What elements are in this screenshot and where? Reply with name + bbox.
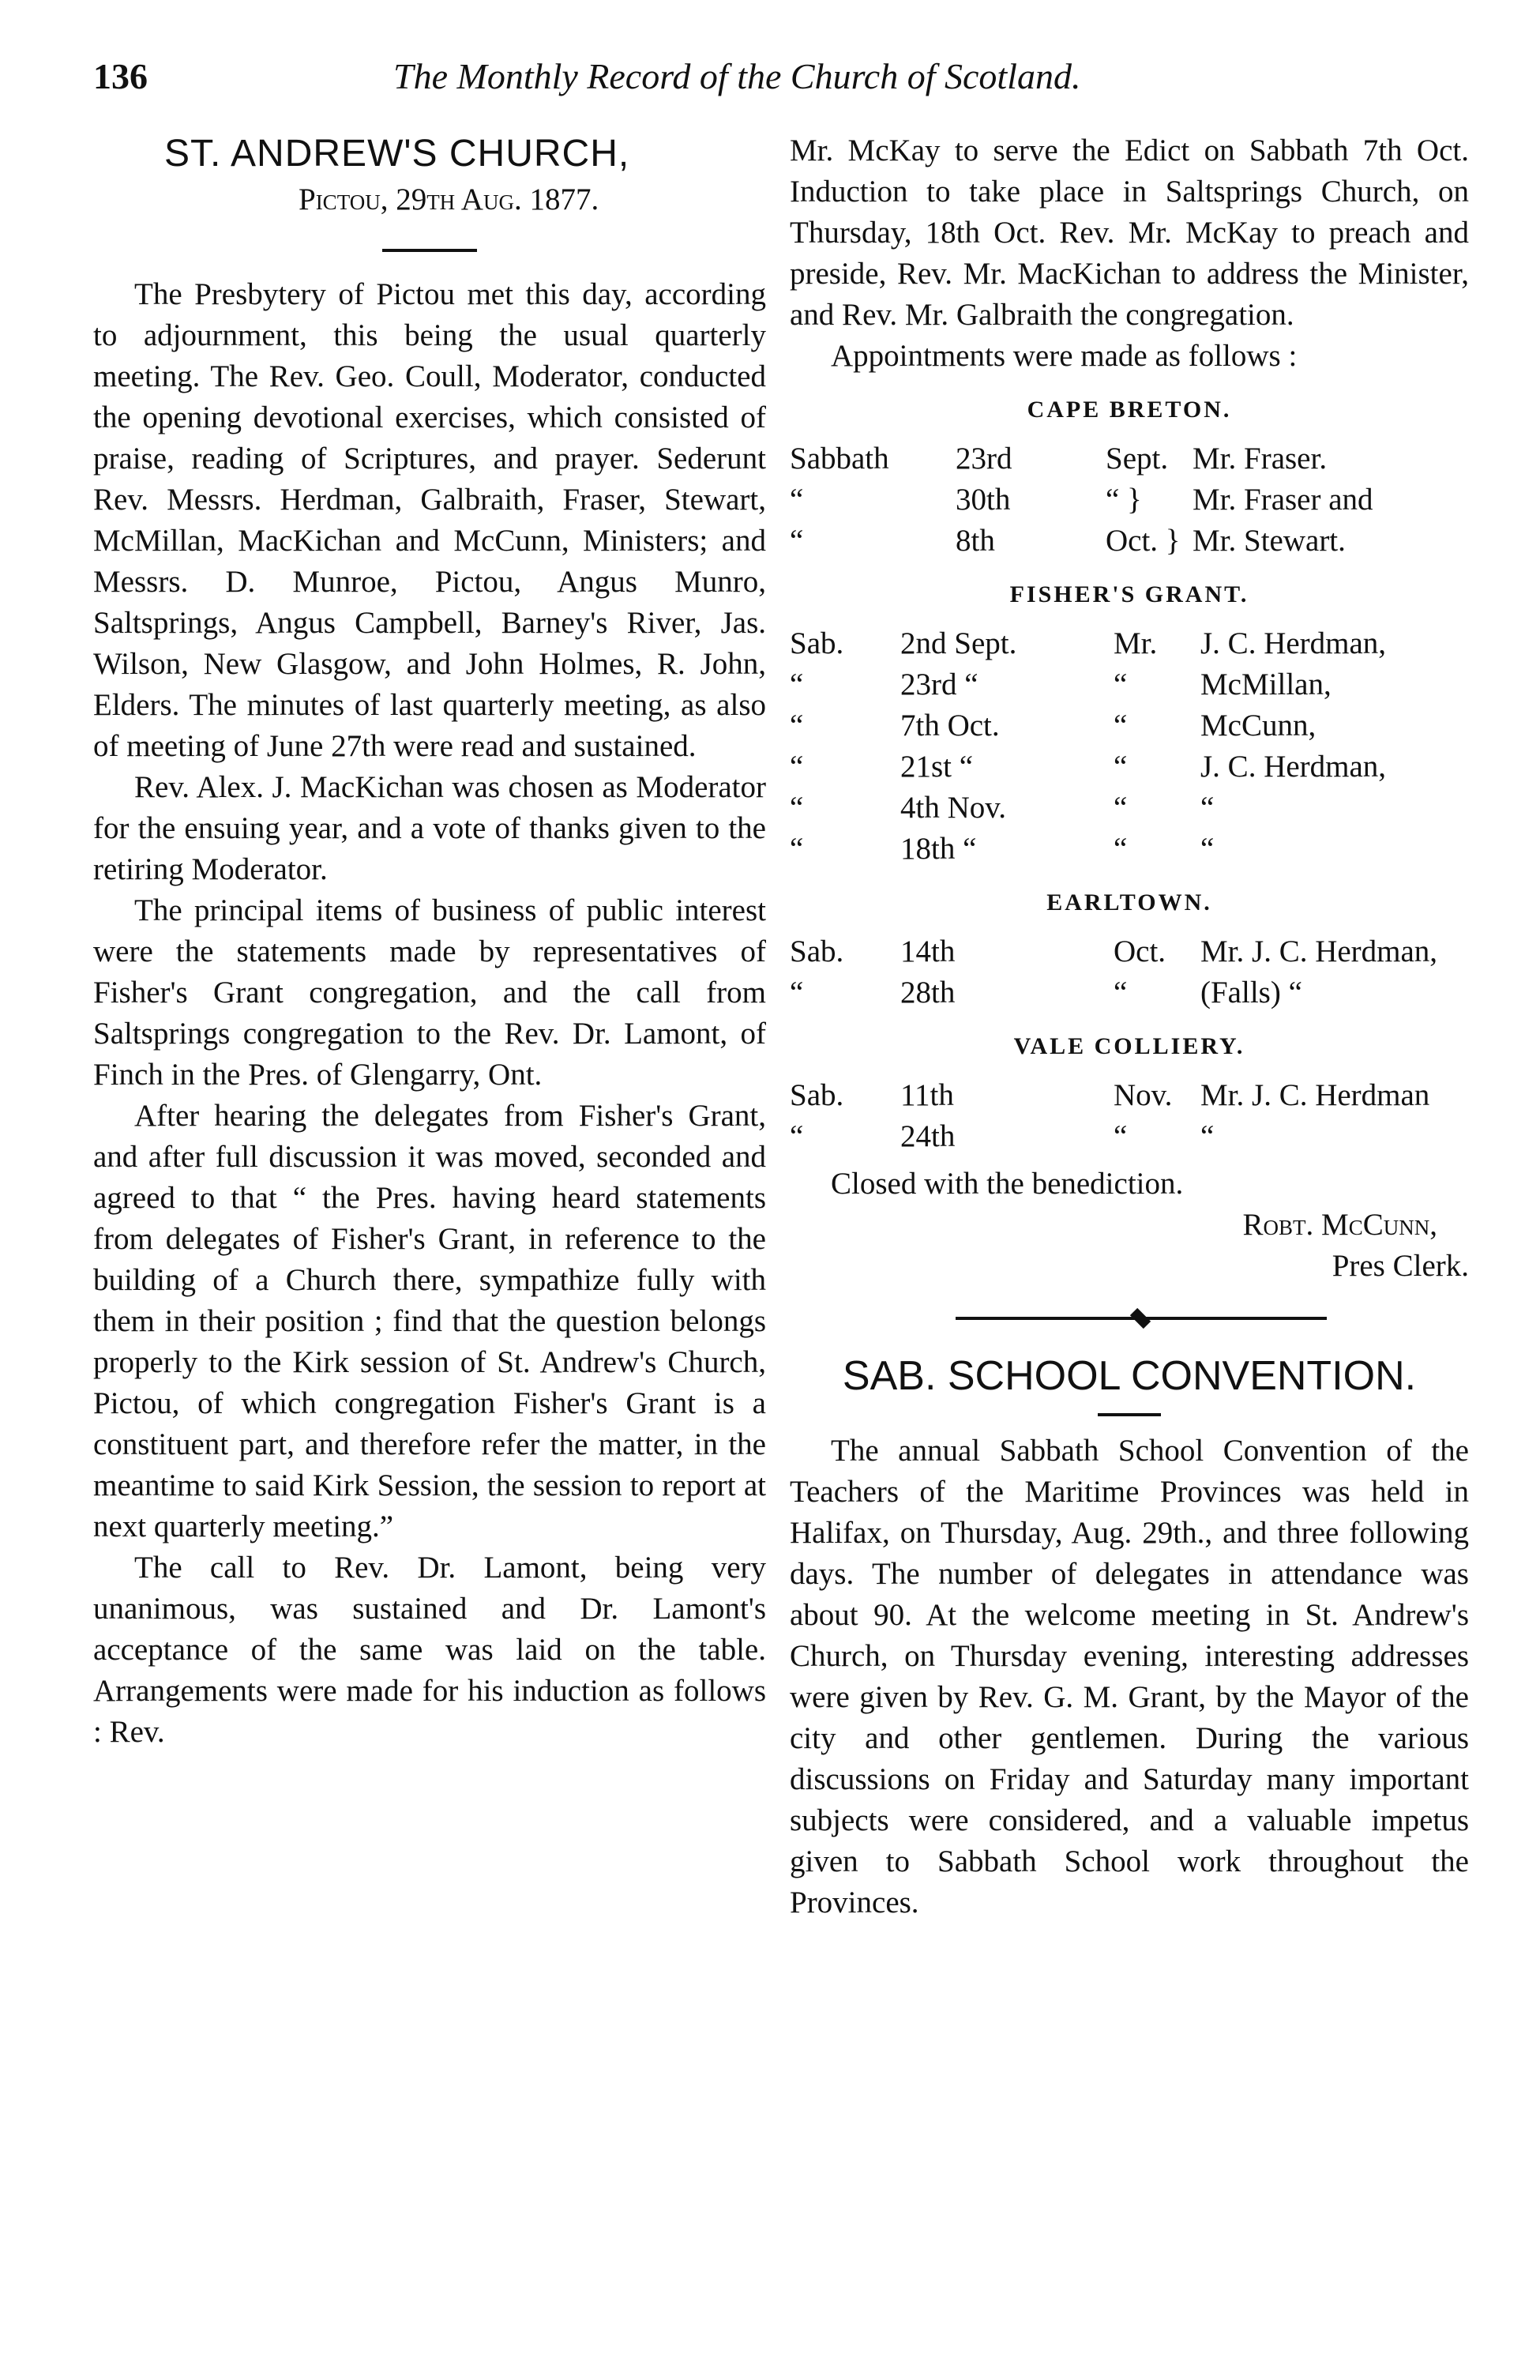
journal-title: The Monthly Record of the Church of Scotland. [393,56,1081,96]
closing-line: Closed with the benediction. [831,1167,1184,1201]
schedule-cell: Mr. [1114,626,1158,660]
convention-paragraph: The annual Sabbath School Convention of the Teachers of the Maritime Provinces was held in Halifax, on Thursday, Aug. 29th., and three following days. The number of delegates in attendance was about 90. At the welcome meeting in St. Andrew's Church, on Thursday evening, interesting addresses were given by Rev. G. M. Grant, by the Mayor of the city and other gentlemen. During the various discussions on Friday and Saturday many important subjects were considered, and a valuable impetus given to Sabbath School work throughout the Provinces. [790,1434,1469,1919]
schedule-cell: (Falls) “ [1200,976,1302,1010]
schedule-cell: “ [790,709,804,743]
schedule-cell: “ [790,976,804,1010]
schedule-cell: 8th [956,524,995,558]
running-head [93,49,1436,104]
schedule-cell: 28th [900,976,956,1010]
schedule-cell: Sab. [790,1078,844,1112]
schedule-cell: 14th [900,934,956,968]
schedule-cell: “ [1114,709,1128,743]
paragraph: The principal items of business of public interest were the statements made by representatives of Fisher's Grant congregation, and the call from Saltsprings congregation to the Rev. Dr. Lamont, of Finch in the Pres. of Glengarry, Ont. [93,893,766,1092]
schedule-cell: J. C. Herdman, [1200,750,1387,784]
section-title-earltown: EARLTOWN. [1046,889,1212,916]
schedule-earltown [790,931,1469,1013]
schedule-cell: “ [1114,750,1128,784]
signature-title: Pres Clerk. [1332,1249,1469,1283]
section-title-vale-colliery: VALE COLLIERY. [1013,1033,1245,1059]
schedule-cell: 18th “ [900,832,977,866]
schedule-cell: “ [1200,1119,1215,1153]
schedule-cell: J. C. Herdman, [1200,626,1387,660]
schedule-cell: “ [1200,791,1215,825]
divider-rule [1098,1413,1161,1416]
schedule-cell: Oct. } [1106,524,1181,558]
schedule-cell: Mr. Fraser. [1193,442,1328,476]
schedule-cell: 4th Nov. [900,791,1006,825]
schedule-cell: “ [790,667,804,701]
convention-heading: SAB. SCHOOL CONVENTION. [842,1353,1417,1399]
section-title-fishers-grant: FISHER'S GRANT. [1009,581,1249,607]
schedule-cell: McMillan, [1200,667,1332,701]
schedule-cell: 30th [956,483,1011,517]
paragraph: The call to Rev. Dr. Lamont, being very unanimous, was sustained and Dr. Lamont's acceptance of the same was laid on the table. Arrangements were made for his induction as follows : Rev. [93,1551,766,1749]
schedule-cell: Oct. [1114,934,1166,968]
schedule-cell: “ [1114,976,1128,1010]
schedule-cell: 24th [900,1119,956,1153]
article-heading: ST. ANDREW'S CHURCH, [164,133,630,175]
schedule-cell: “ [790,791,804,825]
schedule-cell: 21st “ [900,750,974,784]
schedule-cell: Mr. J. C. Herdman, [1200,934,1438,968]
paragraph: After hearing the delegates from Fisher's Grant, and after full discussion it was moved, seconded and agreed to that “ the Pres. having heard statements from delegates of Fisher's Grant, in reference to the building of a Church there, sympathize fully with them in their position ; find that the question belongs properly to the Kirk session of St. Andrew's Church, Pictou, of which congregation Fisher's Grant is a constituent part, and therefore refer the matter, in the meantime to said Kirk Session, the session to report at next quarterly meeting.” [93,1099,766,1543]
schedule-cell: “ [1114,832,1128,866]
divider-rule [382,249,477,252]
continuation-paragraph: Mr. McKay to serve the Edict on Sabbath 7th Oct. Induction to take place in Saltsprings Church, on Thursday, 18th Oct. Rev. Mr. McKay to preach and preside, Rev. Mr. MacKichan to address the Minister, and Rev. Mr. Galbraith the congregation. [790,133,1469,332]
schedule-cell: Sab. [790,934,844,968]
schedule-cell: Sabbath [790,442,889,476]
schedule-vale-colliery [790,1075,1469,1157]
schedule-cape-breton [790,438,1469,562]
diamond-ornament-icon [1130,1308,1151,1329]
ornamental-divider [790,1295,1469,1342]
schedule-cell: 11th [900,1078,954,1112]
schedule-cell: 23rd [956,442,1012,476]
schedule-cell: “ [1200,832,1215,866]
schedule-cell: “ [790,524,804,558]
schedule-cell: “ [790,750,804,784]
schedule-cell: Sab. [790,626,844,660]
schedule-cell: Mr. Fraser and [1193,483,1373,517]
left-column [93,130,766,1753]
schedule-cell: “ } [1106,483,1142,517]
page-number: 136 [93,56,148,96]
appointments-intro: Appointments were made as follows : [831,339,1298,373]
article-dateline: Pictou, 29th Aug. 1877. [299,182,599,216]
paragraph: Rev. Alex. J. MacKichan was chosen as Moderator for the ensuing year, and a vote of thanks given to the retiring Moderator. [93,770,766,886]
signature-name: Robt. McCunn, [1242,1208,1437,1242]
schedule-cell: McCunn, [1200,709,1317,743]
schedule-cell: Mr. J. C. Herdman [1200,1078,1430,1112]
schedule-cell: 23rd “ [900,667,978,701]
section-title-cape-breton: CAPE BRETON. [1027,397,1232,423]
schedule-cell: “ [790,483,804,517]
schedule-cell: Sept. [1106,442,1169,476]
schedule-cell: 2nd Sept. [900,626,1017,660]
right-column [790,130,1469,1923]
schedule-fishers-grant [790,623,1469,870]
paragraph: The Presbytery of Pictou met this day, according to adjournment, this being the usual quarterly meeting. The Rev. Geo. Coull, Moderator, conducted the opening devotional exercises, which consisted of praise, reading of Scriptures, and prayer. Sederunt Rev. Messrs. Herdman, Galbraith, Fraser, Stewart, McMillan, MacKichan and McCunn, Ministers; and Messrs. D. Munroe, Pictou, Angus Munro, Saltsprings, Angus Campbell, Barney's River, Jas. Wilson, New Glasgow, and John Holmes, R. John, Elders. The minutes of last quarterly meeting, as also of meeting of June 27th were read and sustained. [93,277,766,763]
schedule-cell: Mr. Stewart. [1193,524,1346,558]
schedule-cell: Nov. [1114,1078,1173,1112]
schedule-cell: 7th Oct. [900,709,1000,743]
schedule-cell: “ [1114,791,1128,825]
schedule-cell: “ [790,1119,804,1153]
schedule-cell: “ [1114,667,1128,701]
schedule-cell: “ [790,832,804,866]
schedule-cell: “ [1114,1119,1128,1153]
